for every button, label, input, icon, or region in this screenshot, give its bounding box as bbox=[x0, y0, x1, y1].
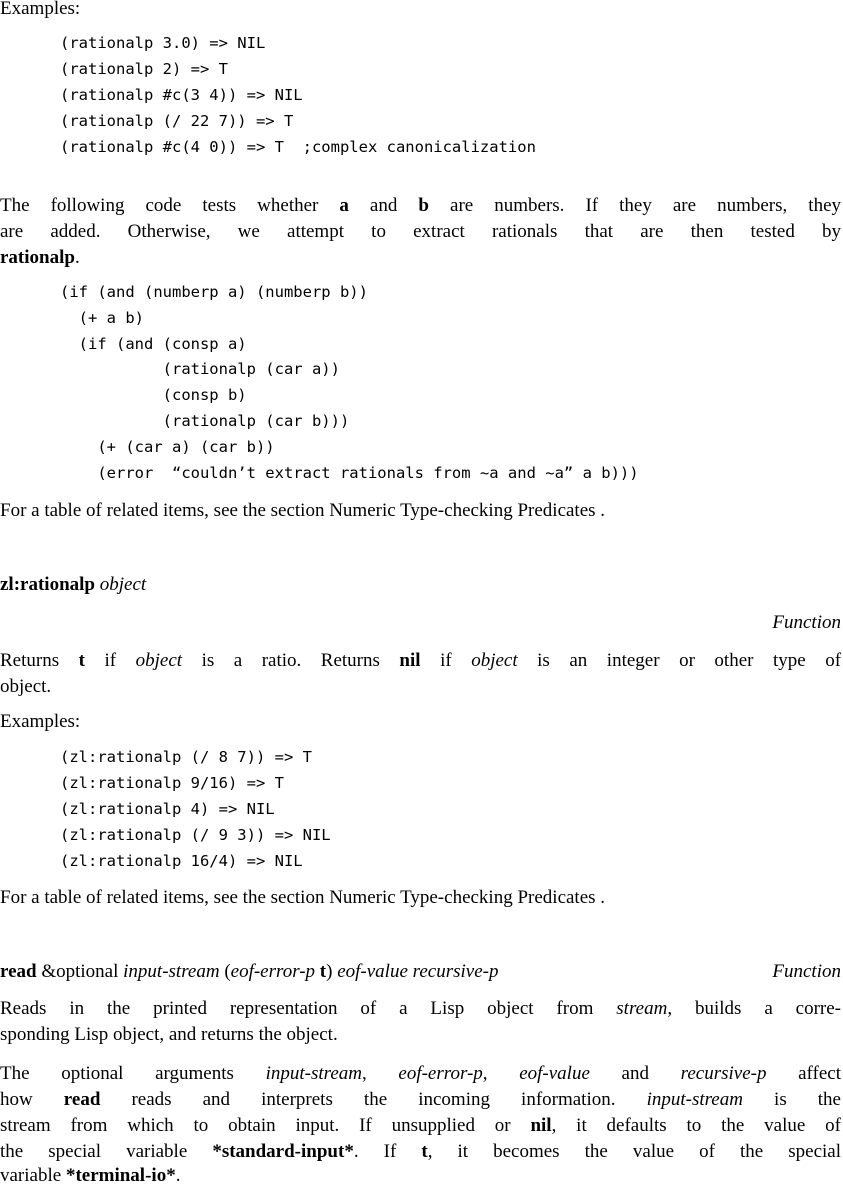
code-line: (rationalp (car a)) bbox=[60, 360, 340, 378]
paragraph-line: Reads in the printed representation of a Lisp object from stream, builds a corre- bbox=[0, 998, 841, 1019]
see-also: For a table of related items, see the section Numeric Type-checking Predicates . bbox=[0, 500, 606, 521]
code-line: (rationalp #c(4 0)) => T ;complex canonicalization bbox=[60, 138, 536, 156]
paragraph-line: object. bbox=[0, 676, 52, 697]
code-line: (+ (car a) (car b)) bbox=[60, 438, 275, 456]
paragraph-line: variable *terminal-io*. bbox=[0, 1165, 181, 1186]
paragraph-line: are added. Otherwise, we attempt to extract rationals that are then tested by bbox=[0, 221, 841, 242]
code-line: (rationalp 2) => T bbox=[60, 60, 228, 78]
paragraph-line: The following code tests whether a and b are numbers. If they are numbers, they bbox=[0, 195, 842, 216]
see-also: For a table of related items, see the section Numeric Type-checking Predicates . bbox=[0, 887, 606, 908]
paragraph-line: Returns t if object is a ratio. Returns nil if object is an integer or other type of bbox=[0, 650, 842, 671]
paragraph-line: sponding Lisp object, and returns the object. bbox=[0, 1024, 338, 1045]
entry-kind: Function bbox=[772, 961, 841, 982]
entry-header: zl:rationalp object bbox=[0, 574, 147, 595]
code-line: (rationalp #c(3 4)) => NIL bbox=[60, 86, 303, 104]
code-line: (error “couldn’t extract rationals from ~a and ~a” a b))) bbox=[60, 464, 639, 482]
examples-label: Examples: bbox=[0, 711, 81, 732]
examples-label: Examples: bbox=[0, 0, 81, 19]
code-line: (rationalp (/ 22 7)) => T bbox=[60, 112, 294, 130]
paragraph-line: how read reads and interprets the incoming information. input-stream is the bbox=[0, 1089, 841, 1110]
paragraph-line: stream from which to obtain input. If unsupplied or nil, it defaults to the value of bbox=[0, 1115, 841, 1136]
code-line: (zl:rationalp 16/4) => NIL bbox=[60, 852, 303, 870]
code-line: (rationalp (car b))) bbox=[60, 412, 350, 430]
code-line: (+ a b) bbox=[60, 309, 144, 327]
paragraph-line: rationalp. bbox=[0, 247, 80, 268]
entry-kind: Function bbox=[772, 612, 841, 633]
paragraph-line: the special variable *standard-input*. If t, it becomes the value of the special bbox=[0, 1141, 842, 1162]
code-line: (rationalp 3.0) => NIL bbox=[60, 34, 266, 52]
entry-header: read &optional input-stream (eof-error-p t) eof-value recursive-p bbox=[0, 961, 499, 982]
code-line: (zl:rationalp (/ 9 3)) => NIL bbox=[60, 826, 331, 844]
code-line: (if (and (numberp a) (numberp b)) bbox=[60, 283, 368, 301]
code-line: (zl:rationalp 9/16) => T bbox=[60, 774, 284, 792]
code-line: (zl:rationalp (/ 8 7)) => T bbox=[60, 748, 312, 766]
paragraph-line: The optional arguments input-stream, eof-error-p, eof-value and recursive-p affect bbox=[0, 1063, 842, 1084]
code-line: (zl:rationalp 4) => NIL bbox=[60, 800, 275, 818]
code-line: (if (and (consp a) bbox=[60, 335, 247, 353]
code-line: (consp b) bbox=[60, 386, 247, 404]
